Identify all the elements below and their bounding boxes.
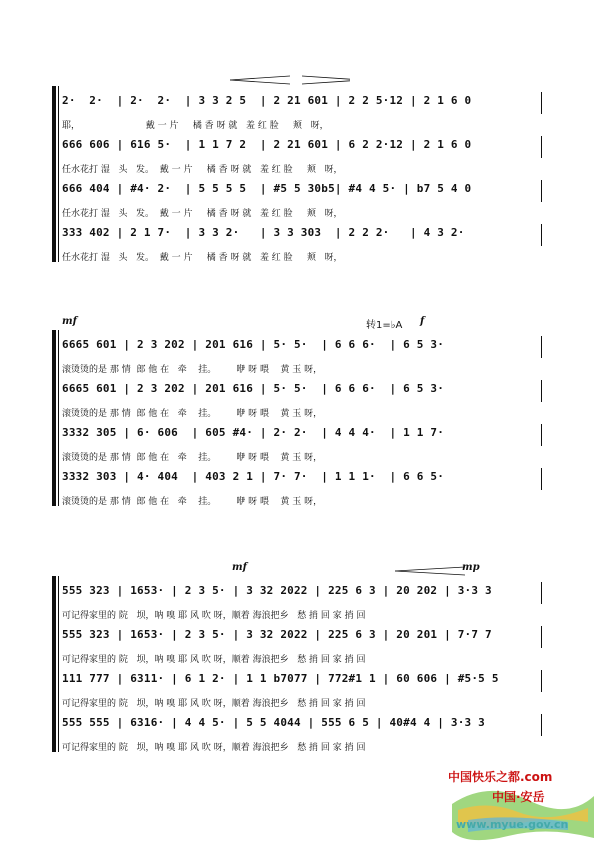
score-system-1 — [0, 86, 600, 266]
lyrics: 滚烫烫的是 那 情 郎 他 在 牵 挂。 咿 呀 喂 黄 玉 呀， — [62, 409, 323, 419]
barline — [541, 626, 542, 648]
crescendo-hairpin — [230, 74, 350, 86]
dynamic-marking: f — [420, 316, 425, 327]
logo-title: 中国快乐之都.com — [448, 770, 553, 784]
lyrics: 滚烫烫的是 那 情 郎 他 在 牵 挂。 咿 呀 喂 黄 玉 呀， — [62, 453, 323, 463]
voice-part-tenor — [62, 670, 542, 714]
lyrics: 可记得家里的 院 坝，呐 嗅 耶 风 吹 呀，顺着 海浪把乡 愁 捎 回 家 捎 回 — [62, 611, 366, 621]
numbered-notation: 666 606 | 616 5· | 1 1 7 2 | 2 21 601 | 6 2 2·12 | 2 1 6 0 — [62, 138, 479, 151]
numbered-notation: 2· 2· | 2· 2· | 3 3 2 5 | 2 21 601 | 2 2 5·12 | 2 1 6 0 — [62, 94, 479, 107]
numbered-notation: 333 402 | 2 1 7· | 3 3 2· | 3 3 303 | 2 2 2· | 4 3 2· — [62, 226, 479, 239]
score-system-3 — [0, 562, 600, 756]
voice-part-bass — [62, 714, 542, 758]
voice-part-tenor — [62, 424, 542, 468]
lyrics: 任水花打 湿 头 发。 戴 一 片 橘 香 呀 就 羞 红 脸 颊 呀， — [62, 165, 343, 175]
barline — [541, 224, 542, 246]
barline — [541, 582, 542, 604]
lyrics: 可记得家里的 院 坝，呐 嗅 耶 风 吹 呀，顺着 海浪把乡 愁 捎 回 家 捎 回 — [62, 699, 366, 709]
logo-subtitle: 中国·安岳 — [492, 790, 545, 804]
barline — [541, 336, 542, 358]
logo-url: www.myue.gov.cn — [456, 818, 569, 831]
voice-part-alto — [62, 136, 542, 180]
voice-part-bass — [62, 468, 542, 512]
barline — [541, 136, 542, 158]
numbered-notation: 555 323 | 1653· | 2 3 5· | 3 32 2022 | 225 6 3 | 20 201 | 7·7 7 — [62, 628, 492, 641]
lyrics: 滚烫烫的是 那 情 郎 他 在 牵 挂。 咿 呀 喂 黄 玉 呀， — [62, 497, 323, 507]
numbered-notation: 6665 601 | 2 3 202 | 201 616 | 5· 5· | 6 6 6· | 6 5 3· — [62, 382, 451, 395]
numbered-notation: 3332 303 | 4· 404 | 403 2 1 | 7· 7· | 1 1 1· | 6 6 5· — [62, 470, 451, 483]
numbered-notation: 555 555 | 6316· | 4 4 5· | 5 5 4044 | 555 6 5 | 40#4 4 | 3·3 3 — [62, 716, 485, 729]
barline — [541, 424, 542, 446]
numbered-notation: 666 404 | #4· 2· | 5 5 5 5 | #5 5 30b5| #4 4 5· | b7 5 4 0 — [62, 182, 472, 195]
voice-part-soprano — [62, 582, 542, 626]
barline — [541, 714, 542, 736]
system-bracket-line — [58, 86, 59, 262]
voice-part-alto — [62, 380, 542, 424]
lyrics: 耶， 戴 一 片 橘 香 呀 就 羞 红 脸 颊 呀， — [62, 121, 329, 131]
voice-part-tenor — [62, 180, 542, 224]
system-bracket-line — [58, 330, 59, 506]
lyrics: 滚烫烫的是 那 情 郎 他 在 牵 挂。 咿 呀 喂 黄 玉 呀， — [62, 365, 323, 375]
barline — [541, 380, 542, 402]
voice-part-soprano — [62, 92, 542, 136]
dynamic-marking: mf — [232, 562, 247, 573]
key-change: 转1=♭A — [366, 320, 403, 331]
barline — [541, 180, 542, 202]
numbered-notation: 3332 305 | 6· 606 | 605 #4· | 2· 2· | 4 4 4· | 1 1 7· — [62, 426, 451, 439]
crescendo-hairpin — [395, 566, 465, 576]
system-brace — [52, 330, 56, 506]
voice-part-alto — [62, 626, 542, 670]
system-brace — [52, 576, 56, 752]
lyrics: 可记得家里的 院 坝，呐 嗅 耶 风 吹 呀，顺着 海浪把乡 愁 捎 回 家 捎 回 — [62, 655, 366, 665]
system-bracket-line — [58, 576, 59, 752]
lyrics: 任水花打 湿 头 发。 戴 一 片 橘 香 呀 就 羞 红 脸 颊 呀， — [62, 253, 343, 263]
dynamic-marking: mp — [462, 562, 480, 573]
numbered-notation: 111 777 | 6311· | 6 1 2· | 1 1 b7077 | 772#1 1 | 60 606 | #5·5 5 — [62, 672, 499, 685]
barline — [541, 92, 542, 114]
site-logo-watermark — [448, 760, 598, 844]
system-brace — [52, 86, 56, 262]
lyrics: 可记得家里的 院 坝，呐 嗅 耶 风 吹 呀，顺着 海浪把乡 愁 捎 回 家 捎 回 — [62, 743, 366, 753]
score-system-2 — [0, 316, 600, 520]
barline — [541, 670, 542, 692]
numbered-notation: 6665 601 | 2 3 202 | 201 616 | 5· 5· | 6 6 6· | 6 5 3· — [62, 338, 451, 351]
voice-part-soprano — [62, 336, 542, 380]
dynamic-marking: mf — [62, 316, 77, 327]
voice-part-bass — [62, 224, 542, 268]
barline — [541, 468, 542, 490]
lyrics: 任水花打 湿 头 发。 戴 一 片 橘 香 呀 就 羞 红 脸 颊 呀， — [62, 209, 343, 219]
numbered-notation: 555 323 | 1653· | 2 3 5· | 3 32 2022 | 225 6 3 | 20 202 | 3·3 3 — [62, 584, 492, 597]
